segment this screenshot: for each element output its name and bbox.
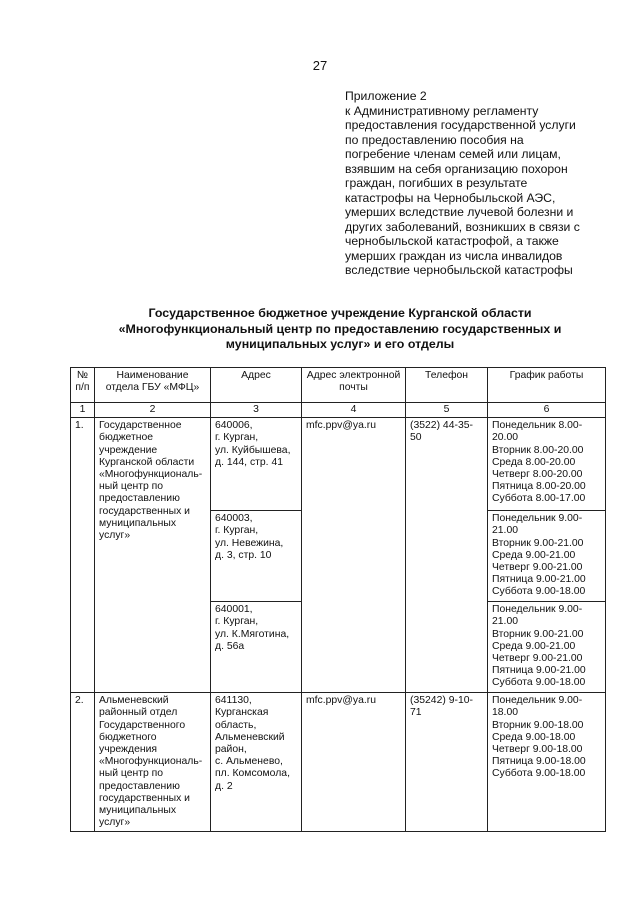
row-number: 2.	[71, 693, 95, 832]
schedule-line: Вторник 9.00-21.00	[492, 628, 584, 640]
appendix-line: других заболеваний, возникших в связи с	[345, 219, 580, 234]
title-line: «Многофункциональный центр по предоставлению государственных и	[118, 321, 562, 336]
schedule-line: Пятница 9.00-21.00	[492, 574, 586, 586]
appendix-line: предоставления государственной услуги	[345, 118, 576, 132]
table-row	[71, 693, 606, 832]
schedule-line: Суббота 9.00-18.00	[492, 677, 586, 689]
appendix-line: чернобыльской катастрофой, а также	[345, 234, 559, 248]
column-number: 5	[406, 403, 488, 418]
schedule-line: Суббота 8.00-17.00	[492, 493, 586, 505]
address-line: ул. Куйбышева,	[215, 444, 291, 456]
work-schedule	[488, 511, 606, 602]
address-line: район,	[215, 744, 247, 756]
offices-table	[70, 367, 606, 832]
address-line: д. 144, стр. 41	[215, 456, 284, 468]
address-line: с. Альменево,	[215, 756, 283, 768]
column-number: 3	[211, 403, 302, 418]
appendix-line: вследствие чернобыльской катастрофы	[345, 263, 573, 277]
schedule-line: Вторник 9.00-18.00	[492, 719, 584, 731]
column-number: 1	[71, 403, 95, 418]
address-line: г. Курган,	[215, 525, 259, 537]
department-name-line: Государственное	[99, 420, 182, 432]
phone-number	[406, 693, 488, 832]
schedule-line: Понедельник 8.00-	[492, 420, 583, 432]
address-line: Курганская	[215, 707, 269, 719]
header-address: Адрес	[211, 368, 302, 403]
department-name-line: Курганской области	[99, 456, 195, 468]
work-schedule	[488, 602, 606, 693]
header-number: № п/п	[71, 368, 95, 403]
schedule-line: 20.00	[492, 432, 519, 444]
schedule-line: 18.00	[492, 707, 519, 719]
office-address	[211, 602, 302, 693]
schedule-line: Четверг 9.00-21.00	[492, 562, 583, 574]
department-name-line: Государственного	[99, 719, 186, 731]
department-name-line: «Многофункциональ-	[99, 469, 203, 481]
department-name-line: муниципальных	[99, 517, 177, 529]
appendix-line: умерших вследствие лучевой болезни и	[345, 205, 574, 219]
department-name-line: районный отдел	[99, 707, 178, 719]
schedule-line: 21.00	[492, 525, 519, 537]
schedule-line: Среда 9.00-18.00	[492, 731, 576, 743]
phone-line: (35242) 9-10-	[410, 695, 473, 707]
appendix-line: взявшим на себя организацию похорон	[345, 161, 568, 176]
schedule-line: Среда 9.00-21.00	[492, 640, 576, 652]
department-name-line: государственных и	[99, 505, 190, 517]
department-name-line: «Многофункциональ-	[99, 756, 203, 768]
table-header-row	[71, 368, 606, 403]
office-address	[211, 511, 302, 602]
table-row	[71, 418, 606, 511]
schedule-line: Среда 8.00-20.00	[492, 456, 576, 468]
address-line: 640001,	[215, 604, 253, 616]
header-schedule: График работы	[488, 368, 606, 403]
address-line: пл. Комсомола,	[215, 768, 290, 780]
address-line: г. Курган,	[215, 616, 259, 628]
office-address	[211, 693, 302, 832]
header-email: Адрес электронной почты	[302, 368, 406, 403]
schedule-line: Вторник 9.00-21.00	[492, 537, 584, 549]
schedule-line: Вторник 8.00-20.00	[492, 444, 584, 456]
office-address	[211, 418, 302, 511]
schedule-line: Пятница 9.00-21.00	[492, 665, 586, 677]
title-line: муниципальных услуг» и его отделы	[225, 337, 455, 351]
address-line: 640003,	[215, 513, 253, 525]
address-line: г. Курган,	[215, 432, 259, 444]
schedule-line: 21.00	[492, 616, 519, 628]
schedule-line: Суббота 9.00-18.00	[492, 768, 586, 780]
schedule-line: Пятница 9.00-18.00	[492, 756, 586, 768]
department-name-line: предоставлению	[99, 493, 180, 505]
appendix-header	[345, 89, 605, 278]
column-number-row	[71, 403, 606, 418]
phone-line: 71	[410, 707, 422, 719]
email-address: mfc.ppv@ya.ru	[302, 418, 406, 693]
title-line: Государственное бюджетное учреждение Курганской области	[148, 306, 532, 320]
address-line: ул. К.Мяготина,	[215, 628, 290, 640]
email-address: mfc.ppv@ya.ru	[302, 693, 406, 832]
appendix-line: погребение членам семей или лицам,	[345, 147, 561, 161]
appendix-line: умерших граждан из числа инвалидов	[345, 248, 563, 263]
appendix-line: к Административному регламенту	[345, 103, 539, 118]
schedule-line: Четверг 8.00-20.00	[492, 469, 583, 481]
department-name-line: государственных и	[99, 792, 190, 804]
schedule-line: Четверг 9.00-21.00	[492, 653, 583, 665]
row-number: 1.	[71, 418, 95, 693]
department-name	[95, 693, 211, 832]
header-phone: Телефон	[406, 368, 488, 403]
work-schedule	[488, 693, 606, 832]
phone-line: 50	[410, 432, 422, 444]
phone-line: (3522) 44-35-	[410, 420, 473, 432]
schedule-line: Понедельник 9.00-	[492, 695, 583, 707]
schedule-line: Понедельник 9.00-	[492, 513, 583, 525]
header-department: Наименование отдела ГБУ «МФЦ»	[95, 368, 211, 403]
schedule-line: Среда 9.00-21.00	[492, 549, 576, 561]
appendix-line: катастрофы на Чернобыльской АЭС,	[345, 190, 556, 205]
column-number: 4	[302, 403, 406, 418]
department-name	[95, 418, 211, 693]
address-line: д. 3, стр. 10	[215, 549, 272, 561]
appendix-line: граждан, погибших в результате	[345, 176, 528, 190]
schedule-line: Пятница 8.00-20.00	[492, 481, 586, 493]
department-name-line: услуг»	[99, 817, 131, 829]
address-line: Альменевский	[215, 731, 285, 743]
phone-number	[406, 418, 488, 693]
department-name-line: ный центр по	[99, 768, 164, 780]
department-name-line: бюджетное	[99, 432, 154, 444]
department-name-line: Альменевский	[99, 695, 169, 707]
department-name-line: муниципальных	[99, 805, 177, 817]
department-name-line: услуг»	[99, 530, 131, 542]
column-number: 6	[488, 403, 606, 418]
address-line: д. 2	[215, 780, 233, 792]
column-number: 2	[95, 403, 211, 418]
department-name-line: бюджетного	[99, 731, 157, 743]
work-schedule	[488, 418, 606, 511]
schedule-line: Понедельник 9.00-	[492, 604, 583, 616]
address-line: д. 56а	[215, 640, 245, 652]
document-title	[60, 306, 620, 353]
appendix-line: по предоставлению пособия на	[345, 132, 524, 147]
department-name-line: учреждение	[99, 444, 158, 456]
address-line: область,	[215, 719, 257, 731]
address-line: ул. Невежина,	[215, 537, 284, 549]
department-name-line: ный центр по	[99, 481, 164, 493]
schedule-line: Суббота 9.00-18.00	[492, 586, 586, 598]
department-name-line: предоставлению	[99, 780, 180, 792]
page-number: 27	[312, 58, 328, 73]
appendix-line: Приложение 2	[345, 89, 427, 103]
schedule-line: Четверг 9.00-18.00	[492, 744, 583, 756]
address-line: 640006,	[215, 420, 253, 432]
department-name-line: учреждения	[99, 744, 158, 756]
address-line: 641130,	[215, 695, 252, 707]
